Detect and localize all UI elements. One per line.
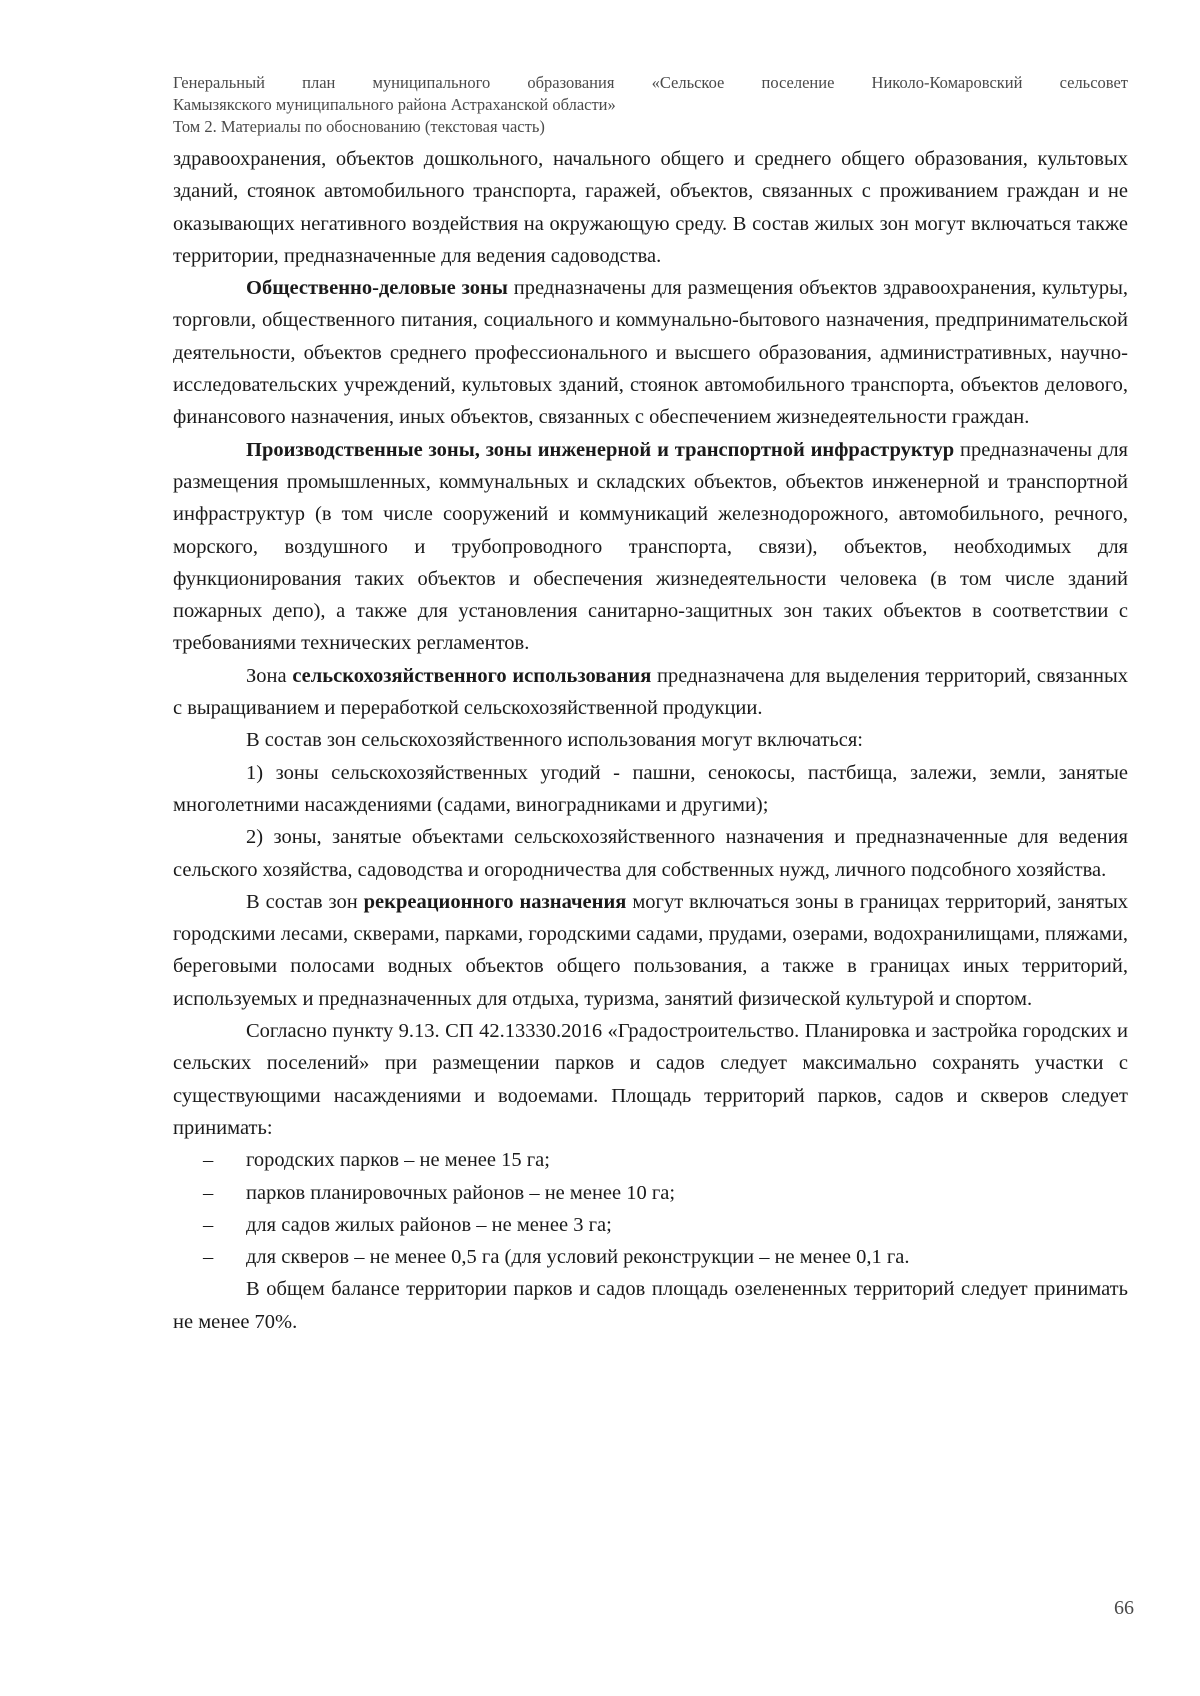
header-line-3: Том 2. Материалы по обоснованию (текстовая часть) — [173, 117, 545, 136]
paragraph-text: Зона — [246, 664, 293, 687]
document-body — [173, 143, 1128, 1338]
term-public-business-zones: Общественно-деловые зоны — [246, 277, 508, 300]
dash-bullet: – — [203, 1246, 214, 1269]
list-item — [173, 1241, 1128, 1273]
header-line-1: Генеральный план муниципального образования «Сельское поселение Николо-Комаровский сельсовет — [173, 73, 1128, 92]
park-area-list — [173, 1144, 1128, 1273]
paragraph-text: предназначена для выделения территорий, связанных с выращиванием и переработкой сельскохозяйственной продукции. — [173, 664, 1128, 720]
running-header — [173, 72, 1128, 138]
paragraph-text: В состав зон — [246, 890, 364, 913]
list-item-text: для скверов – не менее 0,5 га (для условий реконструкции – не менее 0,1 га. — [246, 1246, 910, 1269]
paragraph-agricultural-zone — [173, 660, 1128, 725]
paragraph-industrial-zones — [173, 434, 1128, 660]
list-item-text: парков планировочных районов – не менее 10 га; — [246, 1181, 676, 1204]
paragraph-sp-reference: Согласно пункту 9.13. СП 42.13330.2016 «Градостроительство. Планировка и застройка городских и сельских поселений» при размещении парков и садов следует максимально сохранять участки с существующими насаждениями и водоемами. Площадь территорий парков, садов и скверов следует принимать: — [173, 1020, 1128, 1139]
term-recreational-purpose: рекреационного назначения — [363, 890, 627, 913]
dash-bullet: – — [203, 1181, 214, 1204]
list-item-text: городских парков – не менее 15 га; — [246, 1149, 550, 1172]
term-agricultural-use: сельскохозяйственного использования — [292, 664, 652, 687]
paragraph-text: предназначены для размещения объектов здравоохранения, культуры, торговли, общественного питания, социального и коммунально-бытового назначения, предпринимательской деятельности, объектов среднего профессионального и высшего образования, административных, научно-исследовательских учреждений, культовых зданий, стоянок автомобильного транспорта, объектов делового, финансового назначения, иных объектов, связанных с обеспечением жизнедеятельности граждан. — [173, 277, 1128, 429]
paragraph-public-business-zones — [173, 272, 1128, 433]
term-industrial-zones: Производственные зоны, зоны инженерной и транспортной инфраструктур — [246, 438, 955, 461]
page-number: 66 — [1114, 1597, 1134, 1619]
paragraph-text: могут включаться зоны в границах территорий, занятых городскими лесами, скверами, парками, городскими садами, прудами, озерами, водохранилищами, пляжами, береговыми полосами водных объектов общего пользования, а также в границах иных территорий, используемых и предназначенных для отдыха, туризма, занятий физической культурой и спортом. — [173, 890, 1128, 1010]
paragraph-text: предназначены для размещения промышленных, коммунальных и складских объектов, объектов инженерной и транспортной инфраструктур (в том числе сооружений и коммуникаций железнодорожного, автомобильного, речного, морского, воздушного и трубопроводного транспорта, связи), объектов, необходимых для функционирования таких объектов и обеспечения жизнедеятельности человека (в том числе зданий пожарных депо), а также для установления санитарно-защитных зон таких объектов в соответствии с требованиями технических регламентов. — [173, 438, 1128, 655]
paragraph-green-balance: В общем балансе территории парков и садов площадь озелененных территорий следует принимать не менее 70%. — [173, 1278, 1128, 1333]
list-item — [173, 1209, 1128, 1241]
dash-bullet: – — [203, 1213, 214, 1236]
header-line-2: Камызякского муниципального района Астраханской области» — [173, 95, 616, 114]
paragraph-agricultural-item-2: 2) зоны, занятые объектами сельскохозяйственного назначения и предназначенные для ведения сельского хозяйства, садоводства и огородничества для собственных нужд, личного подсобного хозяйства. — [173, 826, 1128, 881]
paragraph-agricultural-item-1: 1) зоны сельскохозяйственных угодий - пашни, сенокосы, пастбища, залежи, земли, занятые многолетними насаждениями (садами, виноградниками и другими); — [173, 761, 1128, 816]
list-item-text: для садов жилых районов – не менее 3 га; — [246, 1213, 612, 1236]
dash-bullet: – — [203, 1149, 214, 1172]
paragraph-residential-continued: здравоохранения, объектов дошкольного, начального общего и среднего общего образования, культовых зданий, стоянок автомобильного транспорта, гаражей, объектов, связанных с проживанием граждан и не оказывающих негативного воздействия на окружающую среду. В состав жилых зон могут включаться также территории, предназначенные для ведения садоводства. — [173, 148, 1128, 267]
list-item — [173, 1177, 1128, 1209]
paragraph-agricultural-composition: В состав зон сельскохозяйственного использования могут включаться: — [246, 729, 863, 752]
paragraph-recreational-zones — [173, 886, 1128, 1015]
list-item — [173, 1144, 1128, 1176]
